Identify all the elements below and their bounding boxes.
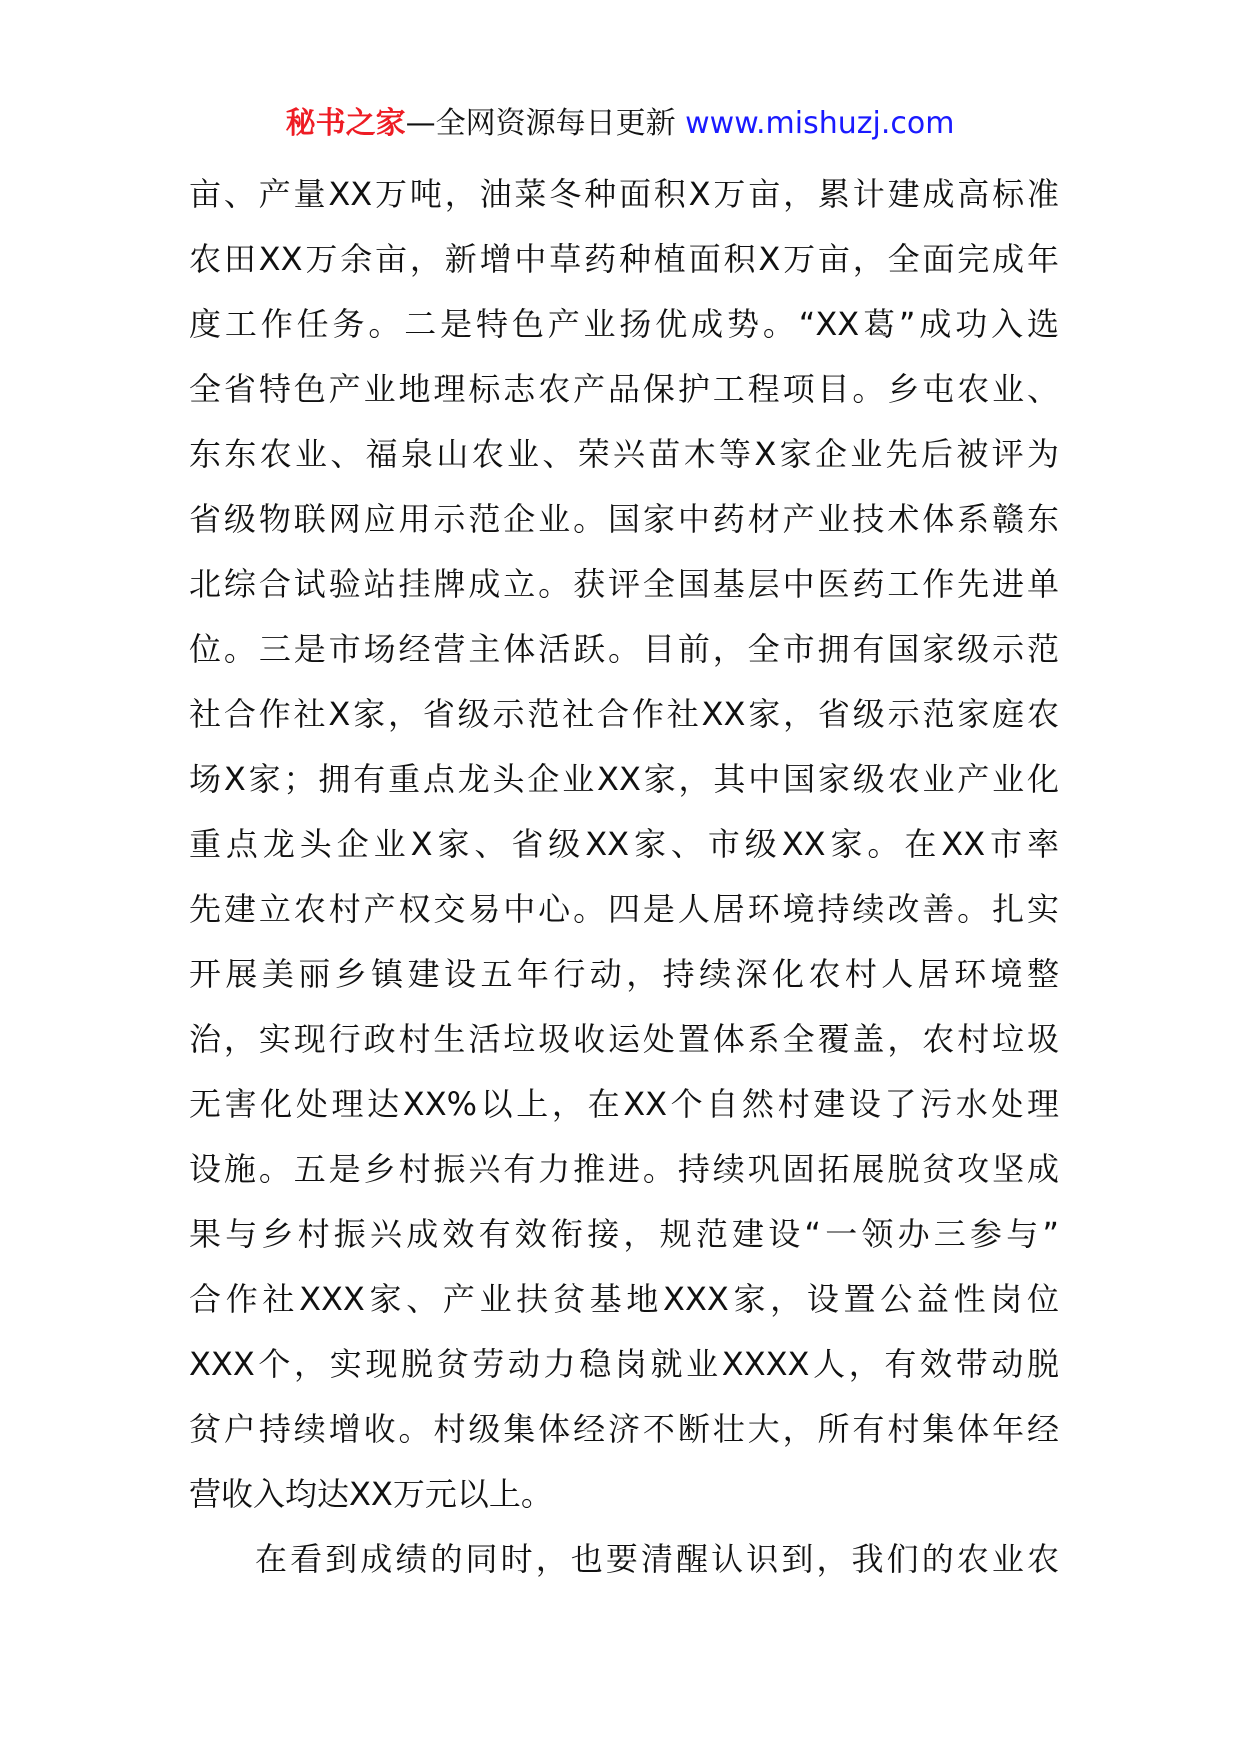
text-line: 东东农业、福泉山农业、荣兴苗木等X家企业先后被评为 xyxy=(189,435,1059,473)
site-url-link[interactable]: www.mishuzj.com xyxy=(685,106,955,141)
text-line: 设施。五是乡村振兴有力推进。持续巩固拓展脱贫攻坚成 xyxy=(189,1150,1059,1188)
text-line: 农田XX万余亩，新增中草药种植面积X万亩，全面完成年 xyxy=(189,240,1059,278)
text-line: 场X家；拥有重点龙头企业XX家，其中国家级农业产业化 xyxy=(189,760,1059,798)
text-line: 重点龙头企业X家、省级XX家、市级XX家。在XX市率 xyxy=(189,825,1059,863)
text-line: XXX个，实现脱贫劳动力稳岗就业XXXX人，有效带动脱 xyxy=(189,1345,1059,1383)
text-line: 度工作任务。二是特色产业扬优成势。“XX葛”成功入选 xyxy=(189,305,1059,343)
text-line: 先建立农村产权交易中心。四是人居环境持续改善。扎实 xyxy=(189,890,1059,928)
text-line: 社合作社X家，省级示范社合作社XX家，省级示范家庭农 xyxy=(189,695,1059,733)
brand-name: 秘书之家 xyxy=(285,106,406,141)
text-line: 位。三是市场经营主体活跃。目前，全市拥有国家级示范 xyxy=(189,630,1059,668)
text-line: 贫户持续增收。村级集体经济不断壮大，所有村集体年经 xyxy=(189,1410,1059,1448)
text-line: 合作社XXX家、产业扶贫基地XXX家，设置公益性岗位 xyxy=(189,1280,1059,1318)
document-body xyxy=(189,162,1059,1592)
text-line: 省级物联网应用示范企业。国家中药材产业技术体系赣东 xyxy=(189,500,1059,538)
text-line: 开展美丽乡镇建设五年行动，持续深化农村人居环境整 xyxy=(189,955,1059,993)
paragraph-end-line: 营收入均达XX万元以上。 xyxy=(189,1475,553,1513)
text-line: 治，实现行政村生活垃圾收运处置体系全覆盖，农村垃圾 xyxy=(189,1020,1059,1058)
text-line: 无害化处理达XX%以上，在XX个自然村建设了污水处理 xyxy=(189,1085,1059,1123)
paragraph-first-line: 在看到成绩的同时，也要清醒认识到，我们的农业农 xyxy=(255,1540,1059,1578)
text-line: 北综合试验站挂牌成立。获评全国基层中医药工作先进单 xyxy=(189,565,1059,603)
text-line: 亩、产量XX万吨，油菜冬种面积X万亩，累计建成高标准 xyxy=(189,175,1059,213)
text-line: 全省特色产业地理标志农产品保护工程项目。乡屯农业、 xyxy=(189,370,1059,408)
text-line: 果与乡村振兴成效有效衔接，规范建设“一领办三参与” xyxy=(189,1215,1059,1253)
page-header xyxy=(0,98,1240,150)
header-slogan: —全网资源每日更新 xyxy=(405,106,676,141)
